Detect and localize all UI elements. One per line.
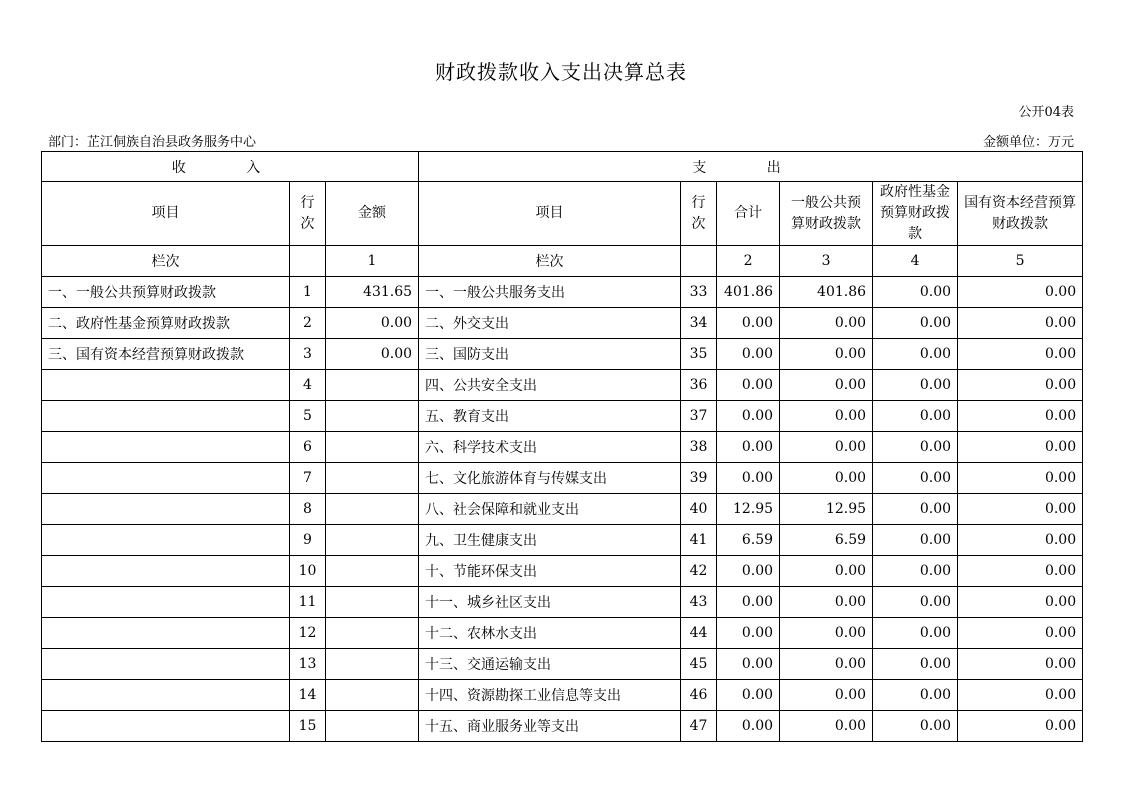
total-cell: 0.00 xyxy=(717,308,780,339)
expense-item-cell: 七、文化旅游体育与传媒支出 xyxy=(419,463,681,494)
expense-item-cell: 四、公共安全支出 xyxy=(419,370,681,401)
expense-row-no-cell: 41 xyxy=(681,525,717,556)
state-capital-cell: 0.00 xyxy=(958,618,1083,649)
total-cell: 0.00 xyxy=(717,556,780,587)
page-title: 财政拨款收入支出决算总表 xyxy=(435,60,687,84)
general-budget-cell: 12.95 xyxy=(780,494,873,525)
expense-section-header: 支 出 xyxy=(419,152,1083,182)
total-cell: 0.00 xyxy=(717,339,780,370)
expense-row-no-cell: 45 xyxy=(681,649,717,680)
general-budget-cell: 0.00 xyxy=(780,308,873,339)
budget-table xyxy=(41,151,1083,742)
income-item-cell xyxy=(42,556,290,587)
expense-row-no-cell: 38 xyxy=(681,432,717,463)
table-row xyxy=(42,525,1083,556)
income-row-no-cell: 12 xyxy=(290,618,326,649)
gov-fund-cell: 0.00 xyxy=(873,711,958,742)
expense-row-no-cell: 37 xyxy=(681,401,717,432)
income-amount-cell xyxy=(326,680,419,711)
income-amount-cell xyxy=(326,432,419,463)
state-capital-cell: 0.00 xyxy=(958,494,1083,525)
income-row-no-header: 行次 xyxy=(290,182,326,246)
income-row-no-cell: 10 xyxy=(290,556,326,587)
state-capital-cell: 0.00 xyxy=(958,680,1083,711)
table-row xyxy=(42,463,1083,494)
general-budget-cell: 0.00 xyxy=(780,463,873,494)
general-budget-cell: 0.00 xyxy=(780,432,873,463)
expense-row-no-cell: 39 xyxy=(681,463,717,494)
expense-col-label: 栏次 xyxy=(419,246,681,277)
total-cell: 0.00 xyxy=(717,649,780,680)
department-label: 部门：芷江侗族自治县政务服务中心 xyxy=(48,135,257,150)
expense-item-cell: 十三、交通运输支出 xyxy=(419,649,681,680)
income-item-cell xyxy=(42,370,290,401)
total-header: 合计 xyxy=(717,182,780,246)
income-row-no-cell: 3 xyxy=(290,339,326,370)
expense-item-cell: 十、节能环保支出 xyxy=(419,556,681,587)
table-row xyxy=(42,618,1083,649)
gov-fund-cell: 0.00 xyxy=(873,680,958,711)
income-amount-cell: 431.65 xyxy=(326,277,419,308)
col-number-3: 3 xyxy=(780,246,873,277)
income-row-no-cell: 14 xyxy=(290,680,326,711)
expense-row-no-cell: 35 xyxy=(681,339,717,370)
income-amount-cell xyxy=(326,401,419,432)
table-row xyxy=(42,494,1083,525)
gov-fund-cell: 0.00 xyxy=(873,432,958,463)
total-cell: 0.00 xyxy=(717,370,780,401)
income-row-no-cell: 4 xyxy=(290,370,326,401)
total-cell: 0.00 xyxy=(717,463,780,494)
state-capital-cell: 0.00 xyxy=(958,587,1083,618)
income-item-cell xyxy=(42,494,290,525)
income-item-cell: 二、政府性基金预算财政拨款 xyxy=(42,308,290,339)
general-budget-cell: 0.00 xyxy=(780,649,873,680)
income-row-no-cell: 11 xyxy=(290,587,326,618)
income-item-cell xyxy=(42,432,290,463)
gov-fund-cell: 0.00 xyxy=(873,618,958,649)
general-budget-cell: 0.00 xyxy=(780,711,873,742)
general-budget-header: 一般公共预算财政拨款 xyxy=(780,182,873,246)
table-row xyxy=(42,556,1083,587)
expense-item-cell: 十一、城乡社区支出 xyxy=(419,587,681,618)
expense-item-cell: 十二、农林水支出 xyxy=(419,618,681,649)
expense-item-cell: 三、国防支出 xyxy=(419,339,681,370)
general-budget-cell: 6.59 xyxy=(780,525,873,556)
total-cell: 0.00 xyxy=(717,432,780,463)
general-budget-cell: 0.00 xyxy=(780,587,873,618)
expense-row-no-cell: 47 xyxy=(681,711,717,742)
col-number-4: 4 xyxy=(873,246,958,277)
income-amount-cell xyxy=(326,618,419,649)
income-item-cell: 三、国有资本经营预算财政拨款 xyxy=(42,339,290,370)
general-budget-cell: 0.00 xyxy=(780,370,873,401)
form-number: 公开04表 xyxy=(1018,105,1074,120)
gov-fund-cell: 0.00 xyxy=(873,649,958,680)
income-amount-cell xyxy=(326,711,419,742)
income-amount-header: 金额 xyxy=(326,182,419,246)
income-amount-cell xyxy=(326,649,419,680)
state-capital-cell: 0.00 xyxy=(958,308,1083,339)
income-item-cell xyxy=(42,401,290,432)
income-amount-cell xyxy=(326,556,419,587)
expense-item-cell: 十五、商业服务业等支出 xyxy=(419,711,681,742)
table-row xyxy=(42,711,1083,742)
general-budget-cell: 0.00 xyxy=(780,401,873,432)
state-capital-cell: 0.00 xyxy=(958,463,1083,494)
state-capital-cell: 0.00 xyxy=(958,277,1083,308)
total-cell: 0.00 xyxy=(717,711,780,742)
income-section-header: 收 入 xyxy=(42,152,419,182)
income-row-no-cell: 8 xyxy=(290,494,326,525)
col-number-5: 5 xyxy=(958,246,1083,277)
income-amount-cell xyxy=(326,587,419,618)
expense-row-no-cell: 40 xyxy=(681,494,717,525)
state-capital-cell: 0.00 xyxy=(958,370,1083,401)
income-amount-cell xyxy=(326,494,419,525)
income-row-no-cell: 1 xyxy=(290,277,326,308)
col-number-2: 2 xyxy=(717,246,780,277)
income-row-no-cell: 6 xyxy=(290,432,326,463)
expense-row-no-cell: 34 xyxy=(681,308,717,339)
state-capital-cell: 0.00 xyxy=(958,432,1083,463)
table-row xyxy=(42,680,1083,711)
gov-fund-cell: 0.00 xyxy=(873,370,958,401)
income-amount-cell xyxy=(326,525,419,556)
income-row-no-cell: 9 xyxy=(290,525,326,556)
income-item-cell xyxy=(42,618,290,649)
income-item-cell xyxy=(42,587,290,618)
income-item-cell xyxy=(42,525,290,556)
general-budget-cell: 0.00 xyxy=(780,339,873,370)
amount-unit-label: 金额单位：万元 xyxy=(982,135,1074,150)
income-col-label: 栏次 xyxy=(42,246,290,277)
total-cell: 0.00 xyxy=(717,587,780,618)
expense-item-cell: 二、外交支出 xyxy=(419,308,681,339)
state-capital-cell: 0.00 xyxy=(958,649,1083,680)
income-item-cell xyxy=(42,649,290,680)
general-budget-cell: 0.00 xyxy=(780,680,873,711)
gov-fund-cell: 0.00 xyxy=(873,525,958,556)
expense-row-no-blank xyxy=(681,246,717,277)
state-capital-cell: 0.00 xyxy=(958,525,1083,556)
gov-fund-cell: 0.00 xyxy=(873,401,958,432)
table-row xyxy=(42,649,1083,680)
income-row-no-cell: 7 xyxy=(290,463,326,494)
total-cell: 0.00 xyxy=(717,401,780,432)
expense-row-no-header: 行次 xyxy=(681,182,717,246)
total-cell: 6.59 xyxy=(717,525,780,556)
income-amount-cell xyxy=(326,370,419,401)
expense-row-no-cell: 46 xyxy=(681,680,717,711)
total-cell: 12.95 xyxy=(717,494,780,525)
table-row xyxy=(42,308,1083,339)
header-columns-row xyxy=(42,182,1083,246)
gov-fund-cell: 0.00 xyxy=(873,556,958,587)
income-row-no-cell: 15 xyxy=(290,711,326,742)
gov-fund-cell: 0.00 xyxy=(873,494,958,525)
state-capital-cell: 0.00 xyxy=(958,401,1083,432)
income-amount-cell: 0.00 xyxy=(326,308,419,339)
income-row-no-blank xyxy=(290,246,326,277)
income-row-no-cell: 5 xyxy=(290,401,326,432)
table-row xyxy=(42,339,1083,370)
expense-row-no-cell: 43 xyxy=(681,587,717,618)
table-row xyxy=(42,587,1083,618)
state-capital-header: 国有资本经营预算财政拨款 xyxy=(958,182,1083,246)
column-number-row xyxy=(42,246,1083,277)
table-row xyxy=(42,370,1083,401)
state-capital-cell: 0.00 xyxy=(958,556,1083,587)
gov-fund-cell: 0.00 xyxy=(873,308,958,339)
expense-row-no-cell: 42 xyxy=(681,556,717,587)
gov-fund-cell: 0.00 xyxy=(873,277,958,308)
state-capital-cell: 0.00 xyxy=(958,339,1083,370)
income-item-cell: 一、一般公共预算财政拨款 xyxy=(42,277,290,308)
general-budget-cell: 0.00 xyxy=(780,556,873,587)
state-capital-cell: 0.00 xyxy=(958,711,1083,742)
table-row xyxy=(42,432,1083,463)
gov-fund-header: 政府性基金预算财政拨款 xyxy=(873,182,958,246)
income-item-cell xyxy=(42,711,290,742)
total-cell: 0.00 xyxy=(717,618,780,649)
income-amount-cell: 0.00 xyxy=(326,339,419,370)
expense-item-cell: 八、社会保障和就业支出 xyxy=(419,494,681,525)
income-item-cell xyxy=(42,680,290,711)
total-cell: 0.00 xyxy=(717,680,780,711)
table-row xyxy=(42,277,1083,308)
expense-item-header: 项目 xyxy=(419,182,681,246)
expense-item-cell: 十四、资源勘探工业信息等支出 xyxy=(419,680,681,711)
expense-row-no-cell: 36 xyxy=(681,370,717,401)
income-row-no-cell: 13 xyxy=(290,649,326,680)
expense-item-cell: 五、教育支出 xyxy=(419,401,681,432)
expense-item-cell: 九、卫生健康支出 xyxy=(419,525,681,556)
general-budget-cell: 0.00 xyxy=(780,618,873,649)
general-budget-cell: 401.86 xyxy=(780,277,873,308)
expense-row-no-cell: 33 xyxy=(681,277,717,308)
gov-fund-cell: 0.00 xyxy=(873,339,958,370)
gov-fund-cell: 0.00 xyxy=(873,587,958,618)
expense-item-cell: 六、科学技术支出 xyxy=(419,432,681,463)
total-cell: 401.86 xyxy=(717,277,780,308)
income-amount-cell xyxy=(326,463,419,494)
income-item-cell xyxy=(42,463,290,494)
income-item-header: 项目 xyxy=(42,182,290,246)
expense-row-no-cell: 44 xyxy=(681,618,717,649)
table-row xyxy=(42,401,1083,432)
header-section-row xyxy=(42,152,1083,182)
gov-fund-cell: 0.00 xyxy=(873,463,958,494)
col-number-1: 1 xyxy=(326,246,419,277)
income-row-no-cell: 2 xyxy=(290,308,326,339)
expense-item-cell: 一、一般公共服务支出 xyxy=(419,277,681,308)
